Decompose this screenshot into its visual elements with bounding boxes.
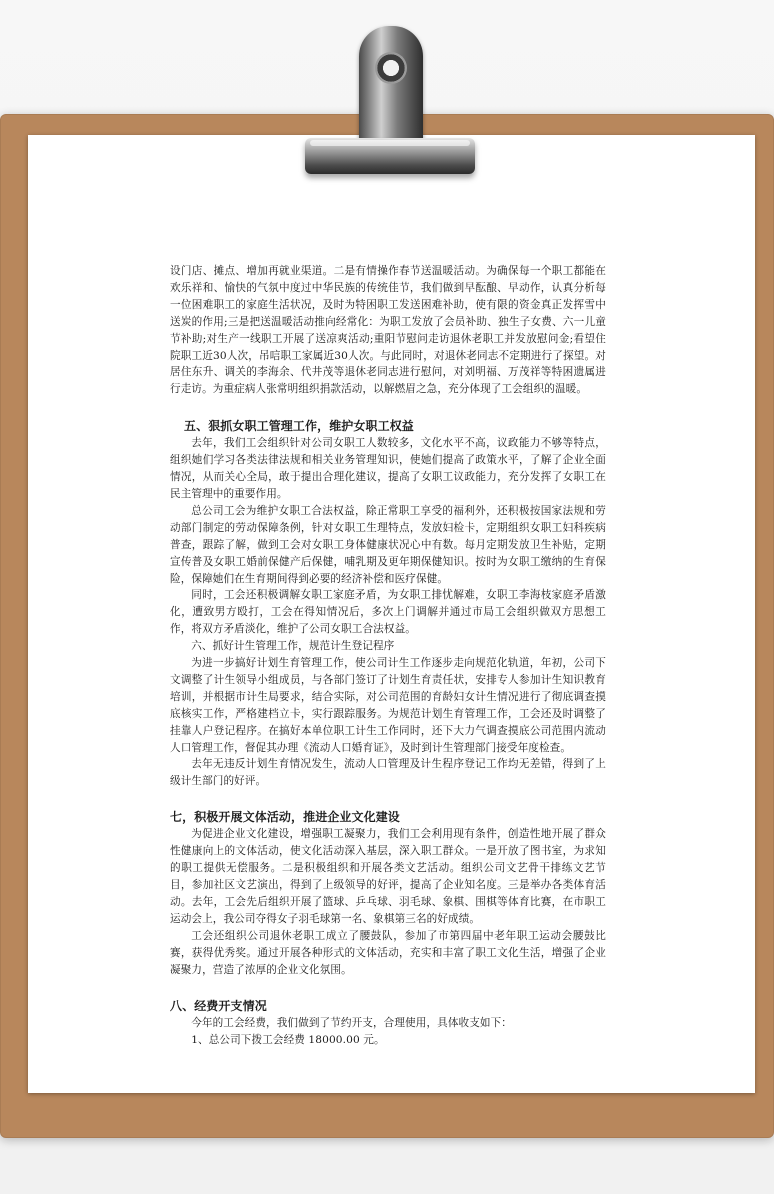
section-8-heading: 八、经费开支情况 [170,999,267,1014]
section-5-heading: 五、狠抓女职工管理工作，维护女职工权益 [184,419,414,434]
section-5-paragraph: 去年，我们工会组织针对公司女职工人数较多，文化水平不高，议政能力不够等特点，组织她们学习各类法律法规和相关业务管理知识，使她们提高了政策水平，了解了企业全面情况，从而关心全局，敢于提出合理化建议，提高了女职工议政能力，充分发挥了女职工在民主管理中的重要作用。 [170,437,606,500]
section-6-heading: 六、抓好计生管理工作，规范计生登记程序 [191,640,395,653]
section-5-paragraph: 总公司工会为维护女职工合法权益，除正常职工享受的福利外，还积极按国家法规和劳动部门制定的劳动保障条例，针对女职工生理特点，发放妇检卡，定期组织女职工妇科疾病普查，跟踪了解，做到工会对女职工身体健康状况心中有数。每月定期发放卫生补贴，定期宣传普及女职工婚前保健产后保健，哺乳期及更年期保健知识。按时为女职工缴纳的生育保险，保障她们在生育期间得到必要的经济补偿和医疗保健。 [170,504,606,585]
document-body [170,263,606,1049]
section-8-paragraph: 今年的工会经费，我们做到了节约开支，合理使用，具体收支如下： [191,1017,512,1030]
section-7-paragraph: 工会还组织公司退休老职工成立了腰鼓队，参加了市第四届中老年职工运动会腰鼓比赛，获得优秀奖。通过开展各种形式的文体活动，充实和丰富了职工文化生活，增强了企业凝聚力，营造了浓厚的企业文化氛围。 [170,929,606,976]
section-6-paragraph: 去年无违反计划生育情况发生，流动人口管理及计生程序登记工作均无差错，得到了上级计生部门的好评。 [170,758,606,788]
section-7-heading: 七，积极开展文体活动，推进企业文化建设 [170,810,400,825]
section-5-paragraph: 同时，工会还积极调解女职工家庭矛盾，为女职工排忧解难，女职工李海枝家庭矛盾激化，遭致男方殴打，工会在得知情况后，多次上门调解并通过市局工会组织做双方思想工作，将双方矛盾淡化，维护了公司女职工合法权益。 [170,589,606,636]
section-8-paragraph: 1、总公司下拨工会经费 18000.00 元。 [191,1034,385,1047]
binder-clip-icon [359,26,423,144]
binder-clip-hole [375,52,407,84]
section-6-paragraph: 为进一步搞好计划生育管理工作，使公司计生工作逐步走向规范化轨道，年初，公司下文调整了计生领导小组成员，与各部门签订了计划生育责任状，安排专人参加计生知识教育培训，并根据市计生局要求，结合实际，对公司范围的育龄妇女计生情况进行了彻底调查摸底核实工作，严格建档立卡，实行跟踪服务。为规范计划生育管理工作，工会还及时调整了挂靠人户登记程序。在搞好本单位职工计生工作同时，还下大力气调查摸底公司范围内流动人口管理工作，督促其办理《流动人口婚育证》，及时到计生管理部门接受年度检查。 [170,657,606,754]
section-7-paragraph: 为促进企业文化建设，增强职工凝聚力，我们工会利用现有条件，创造性地开展了群众性健康向上的文体活动，使文化活动深入基层，深入职工群众。一是开放了图书室，为求知的职工提供无偿服务。二是积极组织和开展各类文艺活动。组织公司文艺骨干排练文艺节目，参加社区文艺演出，得到了上级领导的好评，提高了企业知名度。三是举办各类体育活动。去年，工会先后组织开展了篮球、乒乓球、羽毛球、象棋、围棋等体育比赛，在市职工运动会上，我公司夺得女子羽毛球第一名、象棋第三名的好成绩。 [170,828,606,925]
intro-paragraph: 设门店、摊点、增加再就业渠道。二是有情操作春节送温暖活动。为确保每一个职工都能在欢乐祥和、愉快的气氛中度过中华民族的传统佳节，我们做到早酝酿、早动作，认真分析每一位困难职工的家庭生活状况，及时为特困职工发送困难补助，使有限的资金真正发挥雪中送炭的作用;三是把送温暖活动推向经常化：为职工发放了会员补助、独生子女费、六一儿童节补助;对生产一线职工开展了送凉爽活动;重阳节慰问走访退休老职工并发放慰问金;看望住院职工近30人次，吊唁职工家属近30人次。与此同时，对退休老同志不定期进行了探望。对居住东升、调关的李海余、代井茂等退休老同志进行慰问，对刘明福、万茂祥等特困遗属进行走访。为重症病人张常明组织捐款活动，以解燃眉之急，充分体现了工会组织的温暖。 [170,265,606,396]
binder-clip-highlight [310,140,470,146]
